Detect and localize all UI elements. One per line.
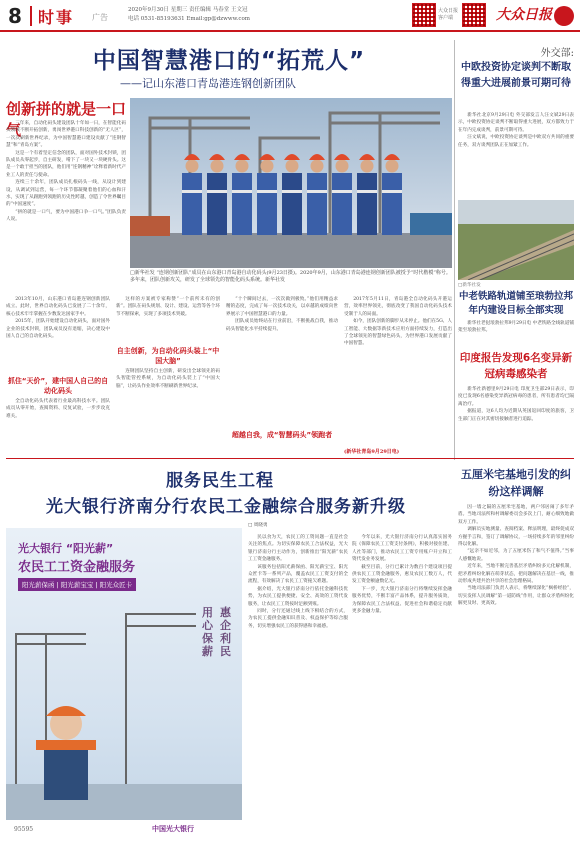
right-photo-credit: □新华社发 bbox=[458, 283, 481, 288]
qr-code-icon[interactable] bbox=[462, 3, 486, 27]
second-headline-line2: 光大银行济南分行农民工金融综合服务新升级 bbox=[46, 497, 406, 517]
section-name: 时事 bbox=[38, 8, 75, 27]
right-column-text-3: 新华社新德里9月29日电 印度卫生部29日表示，印度已发现6名感染变异新冠病毒的患者，所有患者均已隔离治疗。 据报道，这6人均为近期从英国返回印度的旅客，卫生部门正在对其密切接触者进行追踪。 bbox=[458, 387, 574, 422]
right-column-text-1: 新华社北京9月29日电 外交部发言人汪文斌29日表示，中欧投资协定谈判不断取得重大进展，双方都致力于在年内完成谈判，前景可期可待。 汪文斌说，中欧投资协定谈判是中欧双方共同的重要任务，双方谈判团队正在加紧工作。 bbox=[458, 113, 574, 148]
dock-workers-photo bbox=[130, 98, 452, 268]
sub-heading-2: 自主创新，为自动化码头装上“中国大脑” bbox=[116, 347, 220, 365]
header-meta-line1: 2020年9月30日 星期三 责任编辑 马春堂 王文冠 bbox=[128, 7, 248, 13]
ad-hotline: 95595 bbox=[14, 826, 34, 833]
ad-headline: 农民工工资金融服务 bbox=[18, 560, 136, 575]
lead-heading: 创新拼的就是一口气 bbox=[6, 100, 127, 139]
ad-brand: 光大银行 “阳光薪” bbox=[18, 542, 114, 555]
qr-code-icon[interactable] bbox=[412, 3, 436, 27]
qr1-label: 大众日报客户端 bbox=[438, 8, 459, 21]
header-meta-line2: 电话 0531-85193631 Email:gp@dzwww.com bbox=[128, 16, 251, 22]
story-column-4: 2017年5月11日，青岛港全自动化码头开港运营，效率世界领先，彻底改变了我国自动化码头技术受制于人的局面。 如今，团队创新的脚步从未停止。他们在5G、人工智能、大数据等新技术应用方面持续发力，打造出了全球领先的智慧绿色码头，为世界港口发展贡献了中国智慧。 bbox=[344, 297, 452, 347]
second-story-column-2: 今年以来，光大银行济南分行认真落实国务院《保障农民工工资支付条例》，积极对接住建、人社等部门，推动农民工工资专用账户开立和工资代发业务发展。 截至目前，分行已累计为数百个建设项目提供农民工工资金融服务，惠及农民工数万人，代发工资金额逾数亿元。 下一步，光大银行济南分行将继续发挥金融服务优势，不断丰富产品体系，提升服务质效，为保障农民工合法权益、促进社会和谐稳定贡献更多金融力量。 bbox=[352, 535, 452, 615]
right-column-text-4: 因一墙之隔的五厘米宅基地，两户邻居闹了多年矛盾。当地司法所和村调解委员会多次上门，耐心细致地做双方工作。 调解员实地测量、查阅档案、释法明理，最终促成双方握手言和，签订了调解协议，一场持续多年的邻里纠纷得以化解。 “远亲不如近邻，为了五厘米伤了和气不值得。”当事人感慨地说。 近年来，当地不断完善基层矛盾纠纷多元化解机制，把矛盾纠纷化解在萌芽状态，把问题解决在基层一线，推动形成共建共治共享的社会治理格局。 当地司法部门负责人表示，将继续深化“枫桥经验”，切实发挥人民调解“第一道防线”作用，让群众矛盾纠纷化解更及时、更高效。 bbox=[458, 505, 574, 607]
right-headline-2: 中老铁路轨道铺至琅勃拉邦年内建设目标全部实现 bbox=[458, 291, 573, 316]
ad-product-strip: 阳光薪保函 | 阳光薪宝宝 | 阳光众匠卡 bbox=[18, 578, 136, 591]
newspaper-logo: 大众日报 bbox=[496, 7, 552, 23]
header-meta bbox=[128, 6, 268, 24]
header-divider bbox=[30, 6, 32, 26]
second-headline-line1: 服务民生工程 bbox=[166, 471, 274, 491]
story-column-1: 2013年10月，山东港口青岛港连钢创新团队成立。此时，世界自动化码头已发展了二十余年，核心技术牢牢掌握在少数发达国家手中。 2015年，团队开始建设自动化码头，面对国外企业的技术封锁，团队成员没有退缩，决心建设中国人自己的自动化码头。 bbox=[6, 297, 110, 340]
story-column-2b: 连钢团队坚持自主创新，研发出全球领先的码头智能管控系统，为自动化码头装上了“中国大脑”，让码头作业效率不断刷新世界纪录。 bbox=[116, 369, 220, 389]
photo-caption bbox=[130, 270, 452, 284]
page-number: 8 bbox=[8, 4, 22, 28]
second-story-column-1: 民以食为天，农民工的工资问题一直是社会关注的焦点。为切实保障农民工合法权益，光大银行济南分行主动作为，创新推出“阳光薪”农民工工资金融服务。 该服务包括阳光薪保函、阳光薪宝宝、阳光众匠卡等一系列产品，覆盖农民工工资支付的全流程，有效解决了农民工工资拖欠难题。 据介绍，光大银行济南分行依托金融科技优势，为农民工提供便捷、安全、高效的工资代发服务，让农民工工资按时足额到账。 同时，分行还通过线上线下相结合的方式，为农民工提供金融知识普及、权益保护等综合服务，切实增强农民工的获得感和幸福感。 bbox=[248, 535, 348, 629]
bank-advertisement[interactable] bbox=[6, 528, 242, 840]
photo-credit: □新华社发 bbox=[130, 270, 155, 276]
column-divider bbox=[454, 40, 455, 460]
right-column-text-2: 新华社老挝琅勃拉邦9月29日电 中老铁路全线轨道铺架至琅勃拉邦。 bbox=[458, 321, 574, 334]
sub-heading-1: 抓住“天价”，建中国人自己的自动化码头 bbox=[7, 377, 109, 395]
story-column-1b: 全自动化码头代表着行业最高科技水平。团队成员从零开始，查阅资料、反复试验，一步步攻克难关。 bbox=[6, 399, 110, 419]
right-headline-3: 印度报告发现6名变异新冠病毒感染者 bbox=[459, 352, 573, 380]
sub-heading-3: 超越自我，成“智慧码头”领跑者 bbox=[231, 431, 333, 439]
railway-photo bbox=[458, 200, 574, 280]
lead-paragraphs: 三年来，自动化码头建设团队十年如一日，在智能化码头领域不断开拓创新，勇闯世界港口科技创新的“无人区”，一次次刷新世界纪录，为中国智慧港口建设贡献了“连钢智慧”和“青岛方案”。 这是一个有着坚定信念的团队，面对国外技术封锁，团队成员从零起步，自主研发，啃下了一块又一块硬骨头。这是一个敢于担当的团队，他们用“连钢精神”诠释着新时代产业工人的责任与使命。 连续三十余年，团队成员扎根码头一线，从设计到建设，从调试到运营，每一个环节都凝聚着他们的心血和汗水，实现了从跟跑到领跑的历史性跨越，创造了令世界瞩目的“中国速度”。 “拼的就是一口气，要为中国港口争一口气。”团队负责人说。 bbox=[6, 121, 126, 223]
ad-slogan-1: 用心保薪 bbox=[202, 606, 213, 658]
railway-image bbox=[458, 200, 574, 280]
reporter-tag: (新华社青岛9月29日电) bbox=[344, 449, 400, 455]
right-column-label: 外交部: bbox=[540, 48, 574, 59]
story-column-2: 这样的方案被专家称赞“一个前所未有的创新”。团队在码头规划、设计、建设、运营等各个环节不断探索，实现了多项技术突破。 bbox=[116, 297, 220, 317]
logo-emblem-icon bbox=[554, 6, 574, 26]
ad-bank-name: 中国光大银行 bbox=[152, 825, 194, 833]
photo-caption-text: “连钢创新团队”成员在山东港口青岛港自动化码头(9月23日摄)。2020年9月，山东港口青岛港连钢创新团队被授予“时代楷模”称号。多年来，团队创新攻关，研发了全球领先的智能化码头系统。新华社发 bbox=[130, 270, 451, 283]
right-headline-4: 五厘米宅基地引发的纠纷这样调解 bbox=[461, 468, 571, 498]
ad-slogan-2: 惠企利民 bbox=[220, 606, 231, 658]
dock-workers-image bbox=[130, 98, 452, 268]
ad-footer bbox=[6, 820, 242, 840]
section-ad-label: 广告 bbox=[92, 13, 108, 22]
right-headline-1: 中欧投资协定谈判不断取得重大进展前景可期可待 bbox=[461, 62, 571, 89]
main-headline: 中国智慧港口的“拓荒人” bbox=[92, 48, 366, 74]
story-column-3: “十个瞬间过去，一次次做到极致。”他们用精益求精的态度，完成了每一次技术攻关，以卓越的成绩向世界展示了中国智慧港口的力量。 团队成员始终站在行业前沿，不断挑战自我，推动码头智能化水平持续提升。 bbox=[226, 297, 338, 332]
main-subheadline: ——记山东港口青岛港连钢创新团队 bbox=[120, 77, 296, 90]
section-divider bbox=[6, 458, 574, 459]
second-byline: □ 周晓勇 bbox=[248, 523, 268, 528]
page-header bbox=[0, 0, 580, 32]
